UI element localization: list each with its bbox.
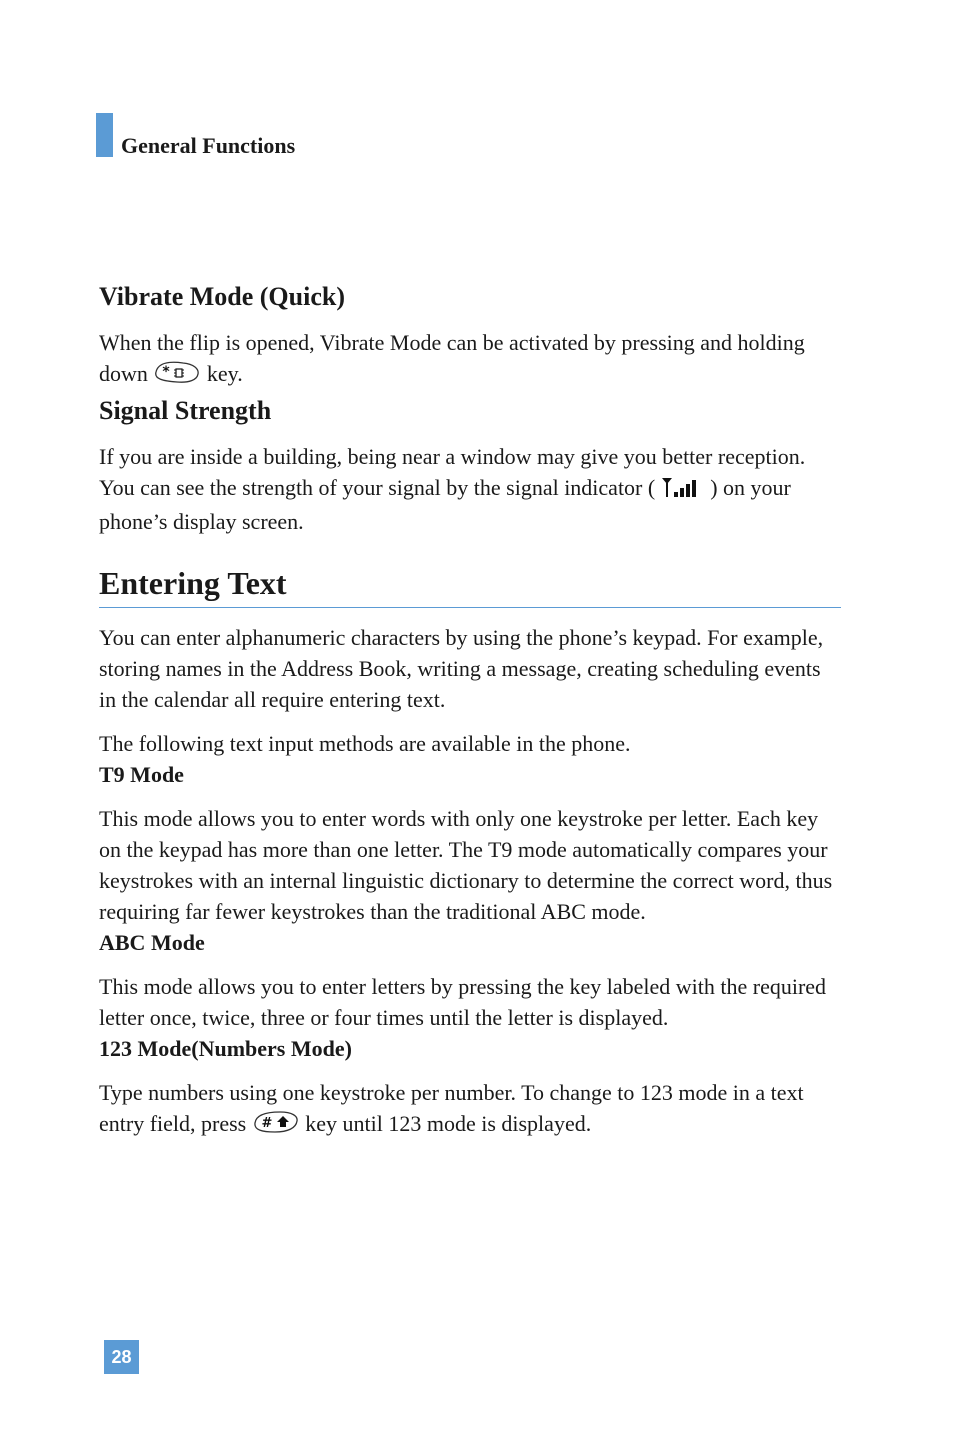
signal-strength-paragraph xyxy=(99,441,841,537)
signal-strength-icon xyxy=(661,475,705,506)
abc-mode-paragraph: This mode allows you to enter letters by pressing the key labeled with the required letter once, twice, three or four times until the letter is displayed. xyxy=(99,974,827,1030)
header-title: General Functions xyxy=(121,133,296,158)
vibrate-text-before: When the flip is opened, Vibrate Mode can be activated by pressing and holding down xyxy=(99,330,805,386)
page-content xyxy=(99,278,841,1142)
numbers-text-before: Type numbers using one keystroke per number. To change to 123 mode in a text entry field, press xyxy=(99,1080,804,1136)
numbers-mode-heading: 123 Mode(Numbers Mode) xyxy=(99,1036,352,1061)
header-accent-bar xyxy=(96,113,113,157)
signal-text-before: If you are inside a building, being near a window may give you better reception. You can see the strength of your signal by the signal indicator ( xyxy=(99,444,806,500)
vibrate-mode-paragraph xyxy=(99,327,841,392)
svg-text:#: # xyxy=(261,1116,273,1131)
page-number: 28 xyxy=(104,1340,139,1374)
signal-strength-heading: Signal Strength xyxy=(99,396,272,425)
vibrate-text-after: key. xyxy=(201,361,243,386)
pound-key-icon xyxy=(252,1110,300,1142)
abc-mode-heading: ABC Mode xyxy=(99,930,205,955)
signal-text-after: ) on your phone’s display screen. xyxy=(99,475,791,534)
entering-text-paragraph: You can enter alphanumeric characters by using the phone’s keypad. For example, storing names in the Address Book, writing a message, creating scheduling events in the calendar all require entering text. xyxy=(99,625,824,712)
entering-text-heading: Entering Text xyxy=(99,561,841,608)
t9-mode-heading: T9 Mode xyxy=(99,762,184,787)
t9-mode-paragraph: This mode allows you to enter words with only one keystroke per letter. Each key on the keypad has more than one letter. The T9 mode automatically compares your keystrokes with an internal linguistic dictionary to determine the correct word, thus requiring far fewer keystrokes than the traditional ABC mode. xyxy=(99,806,833,924)
numbers-mode-paragraph xyxy=(99,1077,841,1142)
svg-text:*: * xyxy=(162,364,171,380)
numbers-text-after: key until 123 mode is displayed. xyxy=(299,1111,592,1136)
input-methods-intro: The following text input methods are available in the phone. xyxy=(99,731,631,756)
star-key-icon xyxy=(153,360,201,392)
vibrate-mode-heading: Vibrate Mode (Quick) xyxy=(99,282,345,311)
